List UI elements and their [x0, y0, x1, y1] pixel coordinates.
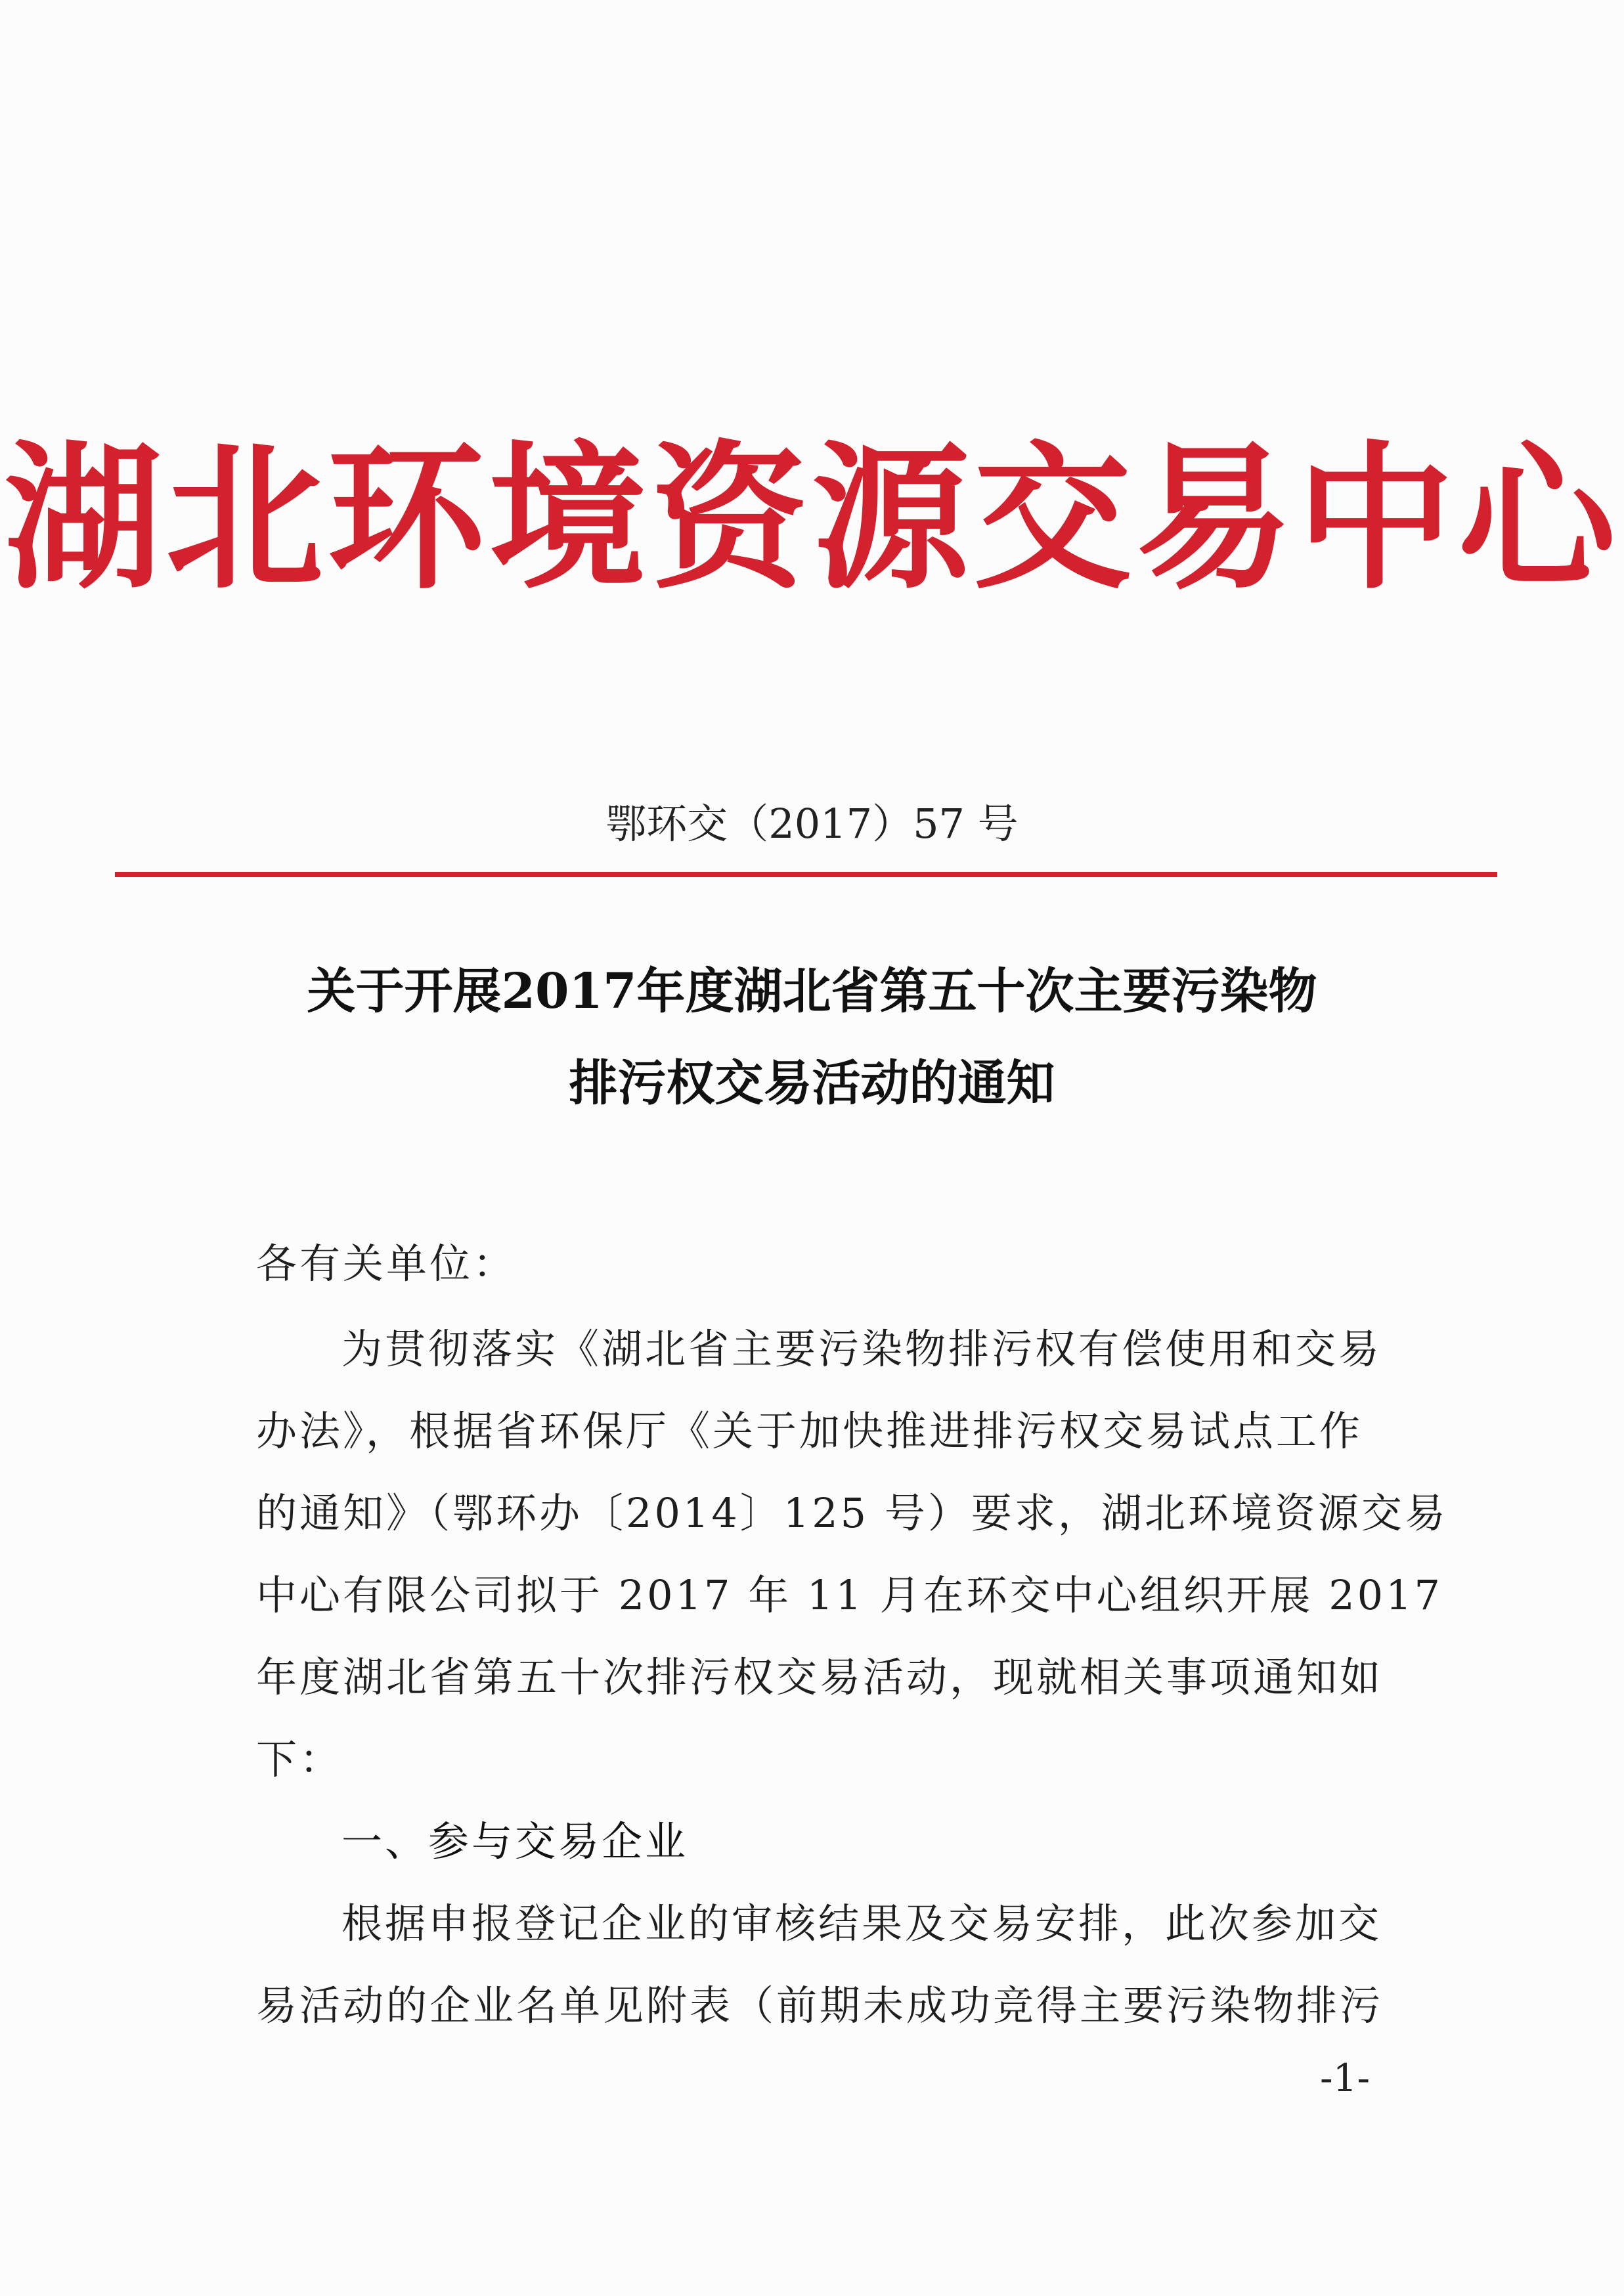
document-number: 鄂环交（2017）57 号	[605, 800, 1019, 848]
salutation: 各有关单位：	[256, 1240, 517, 1288]
paragraph-1-line-5: 年度湖北省第五十次排污权交易活动，现就相关事项通知如	[256, 1653, 1384, 1701]
paragraph-2-line-1: 根据申报登记企业的审核结果及交易安排，此次参加交	[341, 1899, 1382, 1947]
paragraph-1-line-2: 办法》，根据省环保厅《关于加快推进排污权交易试点工作	[256, 1407, 1363, 1455]
paragraph-1-line-4: 中心有限公司拟于 2017 年 11 月在环交中心组织开展 2017	[256, 1571, 1443, 1619]
organization-header: 湖北环境资源交易中心	[4, 427, 1620, 611]
paragraph-1-line-1: 为贯彻落实《湖北省主要污染物排污权有偿使用和交易	[341, 1325, 1382, 1373]
document-title-line-2: 排污权交易活动的通知	[569, 1055, 1055, 1112]
paragraph-2-line-2: 易活动的企业名单见附表（前期未成功竞得主要污染物排污	[256, 1982, 1384, 2029]
document-title-line-1: 关于开展2017年度湖北省第五十次主要污染物	[307, 963, 1317, 1020]
header-divider	[115, 872, 1497, 877]
section-1-heading: 一、参与交易企业	[341, 1817, 689, 1865]
paragraph-1-line-6: 下：	[256, 1735, 343, 1783]
paragraph-1-line-3: 的通知》（鄂环办〔2014〕125 号）要求，湖北环境资源交易	[256, 1489, 1448, 1537]
page-number: -1-	[1320, 2056, 1371, 2100]
